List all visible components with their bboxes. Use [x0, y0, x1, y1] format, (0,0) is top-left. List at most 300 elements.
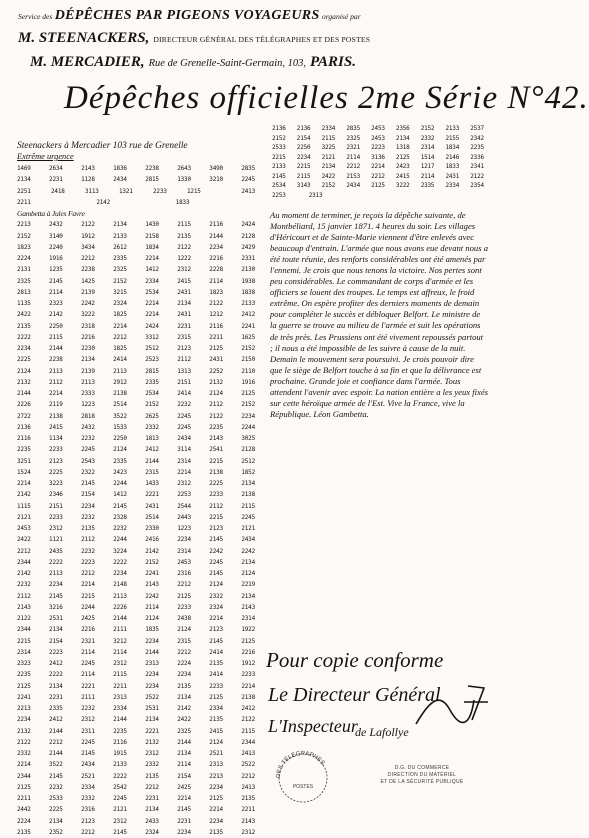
- code-group: 2245: [113, 795, 127, 802]
- code-group: 2114: [420, 172, 435, 180]
- code-group: 2145: [113, 502, 127, 510]
- code-group: 2134: [241, 480, 255, 487]
- code-group: 2238: [145, 165, 159, 172]
- inspector-signature: L'Inspecteur: [268, 716, 358, 736]
- stamp-caption: [362, 765, 482, 786]
- code-group: 2224: [177, 660, 191, 667]
- code-group: 2323: [17, 660, 31, 667]
- code-group: 2122: [209, 412, 223, 420]
- code-group: 2234: [209, 783, 223, 791]
- code-group: 2225: [49, 806, 63, 814]
- code-group: 2115: [241, 502, 255, 510]
- code-row: [17, 636, 255, 647]
- code-group: 2143: [241, 603, 255, 611]
- code-row: [17, 253, 255, 264]
- code-group: 2625: [145, 412, 159, 420]
- code-group: 2242: [145, 592, 159, 600]
- code-group: 2145: [49, 277, 63, 285]
- code-row: [17, 591, 255, 602]
- code-separator: Gambetta à Jules Favre: [17, 209, 85, 218]
- code-group: 2245: [81, 446, 95, 454]
- code-group: 2111: [113, 626, 127, 634]
- code-group: 2144: [209, 232, 223, 240]
- code-group: 1121: [49, 536, 63, 544]
- header-director-name: M. STEENACKERS,: [18, 30, 150, 46]
- code-group: 1912: [241, 660, 255, 667]
- code-group: 2222: [17, 333, 31, 341]
- code-group: 2241: [145, 570, 159, 577]
- code-group: 2112: [81, 536, 95, 544]
- code-group: 2346: [49, 491, 63, 499]
- inspector-name: de Lafollye: [355, 725, 409, 739]
- code-group: 2312: [113, 817, 127, 825]
- code-group: 2132: [209, 378, 223, 386]
- code-group: 2134: [145, 806, 159, 814]
- code-group: 2124: [209, 390, 223, 397]
- code-group: 2125: [209, 693, 223, 701]
- code-group: 2321: [346, 144, 360, 151]
- code-group: 2231: [49, 176, 63, 184]
- code-group: 2332: [81, 795, 95, 802]
- code-group: 2211: [113, 682, 127, 690]
- code-group: 2124: [177, 626, 191, 634]
- code-group: 2443: [177, 513, 191, 521]
- code-group: 2134: [49, 626, 63, 634]
- code-group: 2313: [145, 660, 159, 667]
- code-row: [17, 444, 255, 455]
- code-row: [17, 411, 255, 422]
- code-group: 2354: [470, 182, 484, 189]
- stamp-caption-line: D.G. DU COMMERCE: [394, 765, 450, 771]
- header-line-1: [18, 8, 488, 24]
- code-group: 2531: [145, 705, 159, 712]
- code-group: 2115: [296, 172, 311, 180]
- code-group: 1425: [81, 277, 95, 285]
- code-group: 2431: [177, 311, 191, 319]
- code-group: 2215: [81, 592, 95, 600]
- code-group: 2133: [113, 761, 127, 769]
- code-group: 2125: [209, 345, 223, 352]
- code-group: 3522: [113, 412, 127, 420]
- header-recipient-name: M. MERCADIER,: [30, 54, 145, 70]
- code-group: 2154: [296, 134, 311, 142]
- code-group: 2418: [51, 187, 65, 195]
- code-group: 2312: [241, 828, 255, 836]
- code-row: [17, 366, 255, 377]
- code-group: 2223: [49, 648, 63, 656]
- code-group: 2125: [177, 592, 191, 600]
- code-group: 2138: [241, 693, 255, 701]
- code-row: [272, 134, 484, 144]
- code-group: 2152: [113, 277, 127, 285]
- code-row: [17, 343, 255, 354]
- code-group: 2225: [209, 480, 223, 487]
- stamp-ring-text: DES TÉLÉGRAPHES: [275, 750, 326, 779]
- code-group: 2322: [209, 592, 223, 600]
- code-group: 1838: [241, 288, 255, 296]
- code-group: 2332: [145, 761, 159, 769]
- code-row: [272, 191, 484, 201]
- code-group: 2334: [321, 125, 336, 132]
- code-group: 2134: [177, 750, 191, 757]
- code-group: 2138: [49, 412, 63, 420]
- code-group: 2245: [177, 423, 191, 431]
- code-group: 2835: [346, 125, 360, 132]
- code-group: 2124: [113, 446, 127, 454]
- code-group: 2150: [241, 356, 255, 364]
- code-group: 2216: [81, 333, 95, 341]
- code-group: 2414: [209, 671, 223, 679]
- code-group: 2133: [272, 163, 286, 170]
- code-group: 2245: [241, 513, 255, 521]
- code-group: 2234: [177, 536, 191, 544]
- code-group: 2214: [177, 468, 191, 476]
- code-group: 2113: [49, 570, 63, 577]
- code-group: 3212: [113, 637, 127, 645]
- code-row: [17, 692, 255, 703]
- code-group: 2534: [145, 390, 159, 397]
- code-row: [17, 726, 255, 737]
- code-group: 2634: [49, 165, 63, 172]
- code-group: 1222: [177, 255, 191, 262]
- code-group: 1330: [177, 176, 191, 184]
- code-group: 2144: [113, 615, 127, 622]
- code-group: 2235: [17, 446, 31, 454]
- code-group: 2314: [241, 615, 255, 622]
- code-group: 2212: [177, 581, 191, 589]
- code-row: [17, 163, 255, 174]
- code-group: 2152: [241, 345, 255, 352]
- code-group: 2215: [17, 637, 31, 645]
- code-group: 3113: [85, 187, 99, 195]
- code-group: 2415: [177, 277, 191, 285]
- code-group: 1321: [119, 187, 133, 195]
- code-group: 2232: [113, 525, 127, 532]
- code-group: 2116: [113, 738, 127, 746]
- code-group: 2222: [113, 558, 127, 566]
- code-group: 2133: [445, 125, 460, 132]
- code-group: 2537: [470, 125, 484, 132]
- code-group: 2314: [177, 457, 191, 465]
- code-group: 2152: [145, 401, 159, 409]
- code-group: 1313: [177, 367, 191, 375]
- code-group: 2145: [209, 637, 223, 645]
- code-group: 1823: [209, 288, 223, 296]
- code-group: 2233: [209, 491, 223, 499]
- code-group: 2234: [17, 716, 31, 724]
- code-group: 2316: [81, 806, 95, 814]
- code-row: [17, 557, 255, 568]
- code-group: 2233: [177, 603, 191, 611]
- code-group: 2212: [81, 255, 95, 262]
- code-group: 2434: [346, 182, 360, 189]
- code-row: [17, 647, 255, 658]
- code-group: 2233: [209, 682, 223, 690]
- code-group: 2323: [49, 300, 63, 307]
- code-group: 2238: [49, 356, 63, 364]
- code-row: [17, 332, 255, 343]
- code-group: 2234: [241, 412, 255, 420]
- code-group: 2335: [420, 182, 435, 189]
- code-group: 2213: [209, 772, 223, 780]
- code-group: 2134: [395, 134, 410, 142]
- code-group: 2134: [49, 682, 63, 690]
- code-group: 2318: [81, 322, 95, 330]
- code-group: 2134: [177, 693, 191, 701]
- code-group: 2134: [17, 176, 31, 184]
- code-group: 2334: [145, 277, 159, 285]
- code-group: 1825: [113, 345, 127, 352]
- code-group: 2531: [49, 615, 63, 622]
- code-group: 2212: [241, 772, 255, 780]
- code-group: 2214: [371, 163, 385, 170]
- code-group: 2912: [113, 378, 127, 386]
- left-column-heading: Steenackers à Mercadier 103 rue de Grenelle: [17, 141, 188, 151]
- code-group: 2245: [209, 558, 223, 566]
- code-group: 2135: [209, 828, 223, 836]
- code-group: 2221: [145, 491, 159, 499]
- code-group: 2241: [241, 322, 255, 330]
- code-group: 2138: [113, 390, 127, 397]
- code-group: 2344: [17, 558, 31, 566]
- code-group: 2144: [177, 738, 191, 746]
- code-group: 2211: [209, 333, 223, 341]
- code-group: 1412: [113, 491, 127, 499]
- code-group: 2244: [113, 480, 127, 487]
- code-group: 2244: [241, 423, 255, 431]
- code-group: 2154: [177, 772, 191, 780]
- code-group: 2142: [177, 705, 191, 712]
- code-row: [17, 231, 255, 242]
- code-group: 1514: [420, 153, 435, 161]
- code-group: 2135: [145, 772, 159, 780]
- code-group: 2434: [177, 435, 191, 442]
- code-row: [17, 501, 255, 512]
- code-group: 2143: [209, 435, 223, 442]
- code-group: 2125: [241, 390, 255, 397]
- code-group: 3312: [145, 333, 159, 341]
- code-group: 1834: [445, 144, 460, 151]
- code-group: 2315: [145, 468, 159, 476]
- code-group: 2344: [17, 626, 31, 634]
- code-group: 2334: [113, 705, 127, 712]
- code-group: 2413: [241, 187, 255, 195]
- code-group: 1412: [145, 266, 159, 274]
- code-group: 2121: [113, 806, 127, 814]
- code-group: 2135: [17, 322, 31, 330]
- code-group: 2330: [145, 525, 159, 532]
- code-group: 2231: [177, 322, 191, 330]
- code-group: 2112: [177, 356, 191, 364]
- code-group: 1852: [241, 468, 255, 476]
- code-group: 2135: [209, 660, 223, 667]
- code-group: 2251: [17, 187, 31, 195]
- header-city: PARIS.: [310, 54, 356, 70]
- code-group: 1922: [241, 626, 255, 634]
- code-group: 2125: [17, 783, 31, 791]
- code-row: [17, 242, 255, 253]
- code-group: 3222: [395, 182, 410, 189]
- code-group: 2114: [346, 153, 360, 161]
- code-row: [17, 433, 255, 444]
- code-group: 1469: [17, 165, 31, 172]
- code-row: [17, 354, 255, 365]
- code-group: 2432: [81, 423, 95, 431]
- code-group: 2132: [17, 727, 31, 735]
- code-group: 2422: [17, 311, 31, 319]
- code-group: 2224: [17, 817, 31, 825]
- code-group: 1128: [81, 176, 95, 184]
- code-group: 2313: [308, 191, 323, 199]
- code-group: 2226: [17, 401, 31, 409]
- code-row: [17, 321, 255, 332]
- code-group: 2232: [81, 705, 95, 712]
- code-group: 2134: [241, 592, 255, 600]
- header-director-role: DIRECTEUR GÉNÉRAL DES TÉLÉGRAPHES ET DES POSTES: [153, 35, 371, 44]
- code-group: 2144: [49, 345, 63, 352]
- code-group: 2334: [445, 182, 460, 189]
- code-group: 2252: [209, 367, 223, 375]
- code-group: 2235: [209, 423, 223, 431]
- code-row: [17, 703, 255, 714]
- code-group: 2154: [49, 637, 63, 645]
- code-group: 2314: [420, 144, 435, 151]
- code-row: [17, 759, 255, 770]
- code-group: 2212: [145, 783, 159, 791]
- code-group: 2211: [241, 806, 255, 814]
- code-group: 2522: [241, 761, 255, 769]
- code-group: 2124: [241, 570, 255, 577]
- code-group: 2114: [49, 288, 63, 296]
- code-group: 2315: [177, 333, 191, 341]
- code-group: 2244: [113, 536, 127, 544]
- code-group: 2332: [17, 750, 31, 757]
- code-row: [17, 658, 255, 669]
- code-group: 2125: [209, 795, 223, 802]
- code-group: 2114: [145, 603, 159, 611]
- code-group: 2412: [145, 446, 159, 454]
- code-row: [17, 276, 255, 287]
- code-group: 2213: [17, 705, 31, 712]
- code-group: 1524: [17, 468, 31, 476]
- code-group: 2138: [241, 491, 255, 499]
- code-group: 2211: [17, 795, 31, 802]
- code-group: 2231: [49, 693, 63, 701]
- code-group: 2110: [241, 367, 255, 375]
- code-group: 2142: [17, 570, 31, 577]
- code-group: 2412: [241, 705, 255, 712]
- code-row: [17, 816, 255, 827]
- code-group: 2123: [177, 345, 191, 352]
- code-group: 2125: [395, 153, 410, 161]
- code-group: 2416: [145, 536, 159, 544]
- code-group: 2131: [17, 266, 31, 274]
- code-group: 2114: [113, 648, 127, 656]
- code-group: 2234: [145, 671, 159, 679]
- code-group: 2154: [81, 491, 95, 499]
- code-group: 3224: [113, 547, 127, 555]
- code-group: 2122: [470, 172, 484, 180]
- code-group: 2152: [272, 134, 286, 142]
- code-row: [272, 162, 484, 172]
- code-group: 1833: [445, 163, 460, 170]
- code-row: [17, 174, 255, 185]
- code-group: 2123: [81, 817, 95, 825]
- code-group: 2124: [209, 738, 223, 746]
- code-group: 1836: [113, 165, 127, 172]
- code-group: 2324: [145, 828, 159, 836]
- code-group: 2215: [209, 513, 223, 521]
- code-group: 2121: [17, 513, 31, 521]
- code-group: 2211: [17, 198, 31, 206]
- code-row: [17, 714, 255, 725]
- code-group: 2521: [209, 750, 223, 757]
- code-group: 2234: [145, 682, 159, 690]
- code-group: 2215: [272, 153, 286, 161]
- code-group: 2122: [177, 243, 191, 251]
- code-group: 2612: [113, 243, 127, 251]
- code-group: 3025: [241, 435, 255, 442]
- code-group: 2230: [81, 345, 95, 352]
- code-group: 2115: [321, 134, 336, 142]
- code-group: 2143: [241, 817, 255, 825]
- code-group: 2433: [145, 817, 159, 825]
- code-row: [17, 186, 255, 197]
- document-title: Dépêches officielles 2me Série N°42.: [64, 80, 589, 116]
- code-group: 2145: [272, 172, 286, 180]
- stamp-inner-text: POSTES: [292, 784, 314, 790]
- code-group: 2123: [209, 626, 223, 634]
- code-group: 2341: [470, 163, 484, 170]
- code-group: 3223: [49, 480, 63, 487]
- code-group: 2423: [113, 468, 127, 476]
- code-group: 2232: [81, 513, 95, 521]
- code-group: 2722: [17, 412, 31, 420]
- code-group: 2214: [17, 761, 31, 769]
- code-group: 2533: [49, 795, 63, 802]
- code-group: 2142: [96, 198, 110, 206]
- code-group: 2331: [241, 255, 255, 262]
- code-group: 2143: [17, 603, 31, 611]
- official-stamp-icon: [270, 744, 336, 804]
- code-group: 1625: [241, 333, 255, 341]
- code-group: 2119: [49, 401, 63, 409]
- code-group: 2512: [241, 457, 255, 465]
- code-group: 2231: [145, 795, 159, 802]
- code-group: 2122: [17, 615, 31, 622]
- code-row: [272, 153, 484, 163]
- code-group: 2113: [49, 367, 63, 375]
- code-group: 2413: [241, 750, 255, 757]
- code-group: 2234: [49, 581, 63, 589]
- code-group: 2336: [470, 153, 484, 161]
- code-group: 2232: [177, 401, 191, 409]
- code-group: 2514: [113, 401, 127, 409]
- code-group: 2214: [209, 806, 223, 814]
- code-group: 2114: [209, 277, 223, 285]
- code-group: 2214: [145, 311, 159, 319]
- code-group: 2431: [177, 288, 191, 296]
- code-group: 1134: [49, 435, 63, 442]
- code-group: 2113: [81, 378, 95, 386]
- svg-text:DES TÉLÉGRAPHES: [276, 751, 325, 778]
- code-group: 2144: [113, 716, 127, 724]
- code-group: 2143: [145, 581, 159, 589]
- code-group: 2152: [321, 182, 336, 189]
- code-group: 2453: [371, 134, 385, 142]
- code-group: 2116: [209, 322, 223, 330]
- code-group: 2145: [81, 750, 95, 757]
